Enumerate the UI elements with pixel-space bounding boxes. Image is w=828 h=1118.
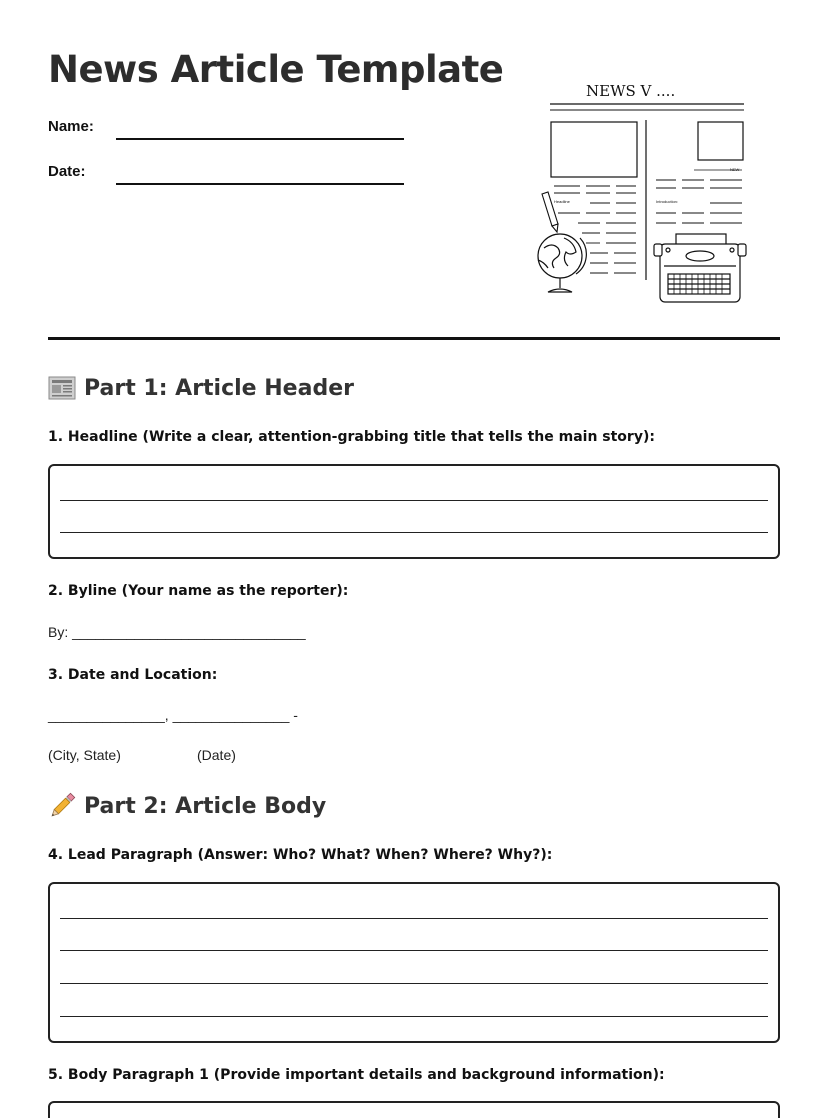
- name-field[interactable]: [116, 138, 404, 140]
- newspaper-icon: [48, 374, 76, 402]
- part1-heading-text: Part 1: Article Header: [84, 375, 354, 401]
- q1-label: 1. Headline (Write a clear, attention-grabbing title that tells the main story):: [48, 429, 655, 445]
- part2-heading: [48, 792, 326, 820]
- lead-paragraph-answer-box[interactable]: [48, 882, 780, 1043]
- q4-label: 4. Lead Paragraph (Answer: Who? What? When? Where? Why?):: [48, 847, 553, 863]
- body-paragraph-1-answer-box[interactable]: [48, 1101, 780, 1118]
- date-field[interactable]: [116, 183, 404, 185]
- part1-heading: [48, 374, 354, 402]
- page-title: News Article Template: [48, 48, 504, 91]
- q5-label: 5. Body Paragraph 1 (Provide important details and background information):: [48, 1067, 665, 1083]
- pencil-icon: [48, 792, 76, 820]
- date-label: Date:: [48, 163, 86, 180]
- q2-label: 2. Byline (Your name as the reporter):: [48, 583, 349, 599]
- part2-heading-text: Part 2: Article Body: [84, 793, 327, 819]
- section-divider: [48, 337, 780, 340]
- headline-answer-box[interactable]: [48, 464, 780, 559]
- illustration-small-headline: Headline: [554, 199, 570, 204]
- name-label: Name:: [48, 118, 94, 135]
- byline-field[interactable]: By: ______________________________: [48, 624, 306, 640]
- city-state-hint: (City, State): [48, 747, 121, 763]
- date-hint: (Date): [197, 747, 236, 763]
- illustration-small-introduction: Introduction:: [656, 199, 679, 204]
- q3-label: 3. Date and Location:: [48, 667, 218, 683]
- newspaper-illustration: [534, 76, 750, 308]
- date-location-field[interactable]: _______________, _______________ -: [48, 707, 298, 723]
- illustration-masthead: NEWS V ....: [586, 82, 676, 100]
- illustration-small-new: NEW: [730, 167, 740, 172]
